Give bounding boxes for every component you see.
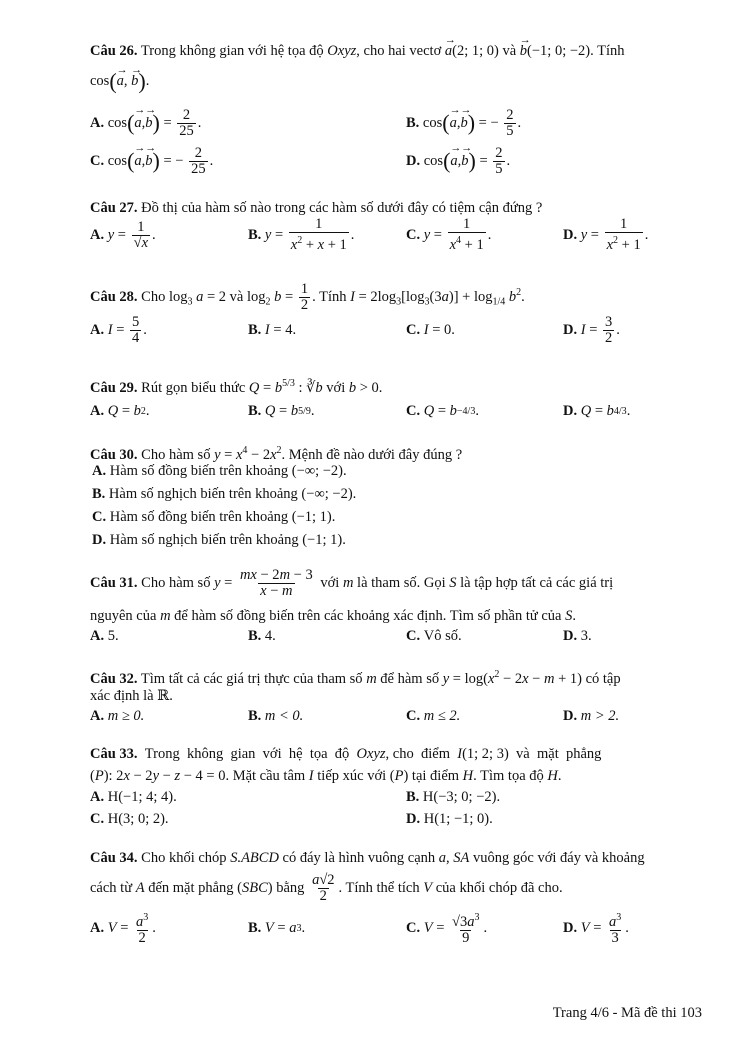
answer-b[interactable]: B. m < 0. <box>248 707 304 724</box>
answer-d[interactable]: D. y = $\frac{1}{x^2 + 1}$ . <box>563 216 649 253</box>
question-26: Câu 26. Trong không gian với hệ tọa độ Oxyz, cho hai vectơ → a(2; 1; 0) và → b(−1; 0; −2). Tính <box>90 40 708 62</box>
answer-a[interactable]: A. Q = b 2 . <box>90 402 150 419</box>
answer-c[interactable]: C. Vô số. <box>406 627 462 644</box>
answer-b[interactable]: B. V = a 3 . <box>248 919 306 936</box>
question-label: Câu 29. <box>90 379 138 396</box>
answers-31 <box>90 621 708 651</box>
answer-a[interactable]: A. H(−1; 4; 4). <box>90 788 177 805</box>
question-28: Câu 28. Cho $\log_3 a = 2$ và $\log_2 b$ = $\frac{1}{2}$ . Tính $I = 2\log_3[\log_3(3a)] + \log_{1/4} b^2$. <box>90 281 525 313</box>
question-32-line2: xác định là ℝ. <box>90 688 173 704</box>
answer-b[interactable]: B. cos ( → a , → b ) = − $\frac{2}{5}$ . <box>406 108 521 138</box>
answer-b[interactable]: B. I = 4. <box>248 321 297 338</box>
answer-a[interactable]: A. V = $\frac{a^3}{2}$ . <box>90 912 156 946</box>
answer-d[interactable]: D. m > 2. <box>563 707 620 724</box>
answers-28 <box>90 315 708 345</box>
page-footer: Trang 4/6 - Mã đề thi 103 <box>552 1005 702 1021</box>
answer-a[interactable]: A. Hàm số đồng biến trên khoảng (−∞; −2). <box>92 463 347 479</box>
answers-29 <box>90 396 708 426</box>
answer-c[interactable]: C. y = $\frac{1}{x^4 + 1}$ . <box>406 216 492 253</box>
answers-33b <box>90 804 708 834</box>
answer-b[interactable]: B. y = $\frac{1}{x^2 + x + 1}$ . <box>248 216 355 253</box>
answers-34 <box>90 912 708 946</box>
question-label: Câu 33. <box>90 746 138 762</box>
answer-d[interactable]: D. cos ( → a , → b ) = $\frac{2}{5}$ . <box>406 146 510 176</box>
answer-b[interactable]: B. 4. <box>248 627 276 644</box>
question-31: Câu 31. Cho hàm số y = $\frac{mx - 2m - 3}{x - m}$ với m là tham số. Gọi S là tập hợp tất cả các giá trị <box>90 567 614 599</box>
answer-d[interactable]: D. I = $\frac{3}{2}$ . <box>563 313 620 346</box>
answer-c[interactable]: C. V = $\frac{√3a^3}{9}$ . <box>406 912 488 946</box>
answer-d[interactable]: D. Hàm số nghịch biến trên khoảng (−1; 1). <box>92 532 346 548</box>
answer-a[interactable]: A. m ≥ 0. <box>90 707 145 724</box>
question-label: Câu 30. <box>90 446 138 463</box>
question-29: Câu 29. Rút gọn biểu thức $Q = b^{5/3}$ : ∛b với b > 0. <box>90 378 383 396</box>
question-label: Câu 32. <box>90 670 138 687</box>
answer-d[interactable]: D. Q = b 4/3 . <box>563 402 631 419</box>
question-33-line2: (P): 2x − 2y − z − 4 = 0. Mặt cầu tâm I tiếp xúc với (P) tại điểm H. Tìm tọa độ H. <box>90 768 562 784</box>
answer-a[interactable]: A. 5. <box>90 627 119 644</box>
answer-a[interactable]: A. I = $\frac{5}{4}$ . <box>90 313 147 346</box>
question-34-line2: cách từ A đến mặt phẳng (SBC) bằng $\frac{a√2}{2}$ . Tính thể tích V của khối chóp đã cho. <box>90 872 563 904</box>
answer-c[interactable]: C. cos ( → a , → b ) = − $\frac{2}{25}$ . <box>90 146 213 176</box>
answer-d[interactable]: D. V = $\frac{a^3}{3}$ . <box>563 912 629 946</box>
question-34: Câu 34. Cho khối chóp S.ABCD có đáy là hình vuông cạnh a, SA vuông góc với đáy và khoảng <box>90 850 645 866</box>
answer-c[interactable]: C. I = 0. <box>406 321 455 338</box>
question-26-line2: cos(→ a, → b). <box>90 70 708 93</box>
question-label: Câu 31. <box>90 574 138 591</box>
question-27: Câu 27. Đồ thị của hàm số nào trong các hàm số dưới đây có tiệm cận đứng ? <box>90 200 543 216</box>
answers-26 <box>90 108 708 138</box>
question-33: Câu 33. Trong không gian với hệ tọa độ Oxyz, cho điểm I(1; 2; 3) và mặt phẳng <box>90 746 602 762</box>
answer-a[interactable]: A. cos ( → a , → b ) = $\frac{2}{25}$ . <box>90 108 201 138</box>
answer-c[interactable]: C. Q = b −4/3 . <box>406 402 479 419</box>
answer-b[interactable]: B. Q = b 5/9 . <box>248 402 315 419</box>
answer-c[interactable]: C. Hàm số đồng biến trên khoảng (−1; 1). <box>92 509 336 525</box>
question-label: Câu 34. <box>90 850 138 866</box>
question-31-line2: nguyên của m để hàm số đồng biến trên các khoảng xác định. Tìm số phần tử của S. <box>90 608 576 624</box>
question-30: Câu 30. Cho hàm số $y = x^4 - 2x^2$. Mệnh đề nào dưới đây đúng ? <box>90 445 463 463</box>
question-label: Câu 26. <box>90 43 138 59</box>
answers-32 <box>90 701 708 731</box>
answer-c[interactable]: C. m ≤ 2. <box>406 707 461 724</box>
question-label: Câu 27. <box>90 200 138 216</box>
answers-27 <box>90 216 708 253</box>
question-label: Câu 28. <box>90 288 138 305</box>
answer-b[interactable]: B. Hàm số nghịch biến trên khoảng (−∞; −2). <box>92 486 357 502</box>
answer-d[interactable]: D. 3. <box>563 627 592 644</box>
answer-c[interactable]: C. H(3; 0; 2). <box>90 810 169 827</box>
answer-a[interactable]: A. y = $\frac{1}{√x}$ . <box>90 218 156 251</box>
answers-26b <box>90 146 708 176</box>
answer-b[interactable]: B. H(−3; 0; −2). <box>406 788 501 805</box>
question-32: Câu 32. Tìm tất cả các giá trị thực của tham số m để hàm số $y = \log(x^2 - 2x - m + 1)$ có tập <box>90 669 621 687</box>
answer-d[interactable]: D. H(1; −1; 0). <box>406 810 493 827</box>
